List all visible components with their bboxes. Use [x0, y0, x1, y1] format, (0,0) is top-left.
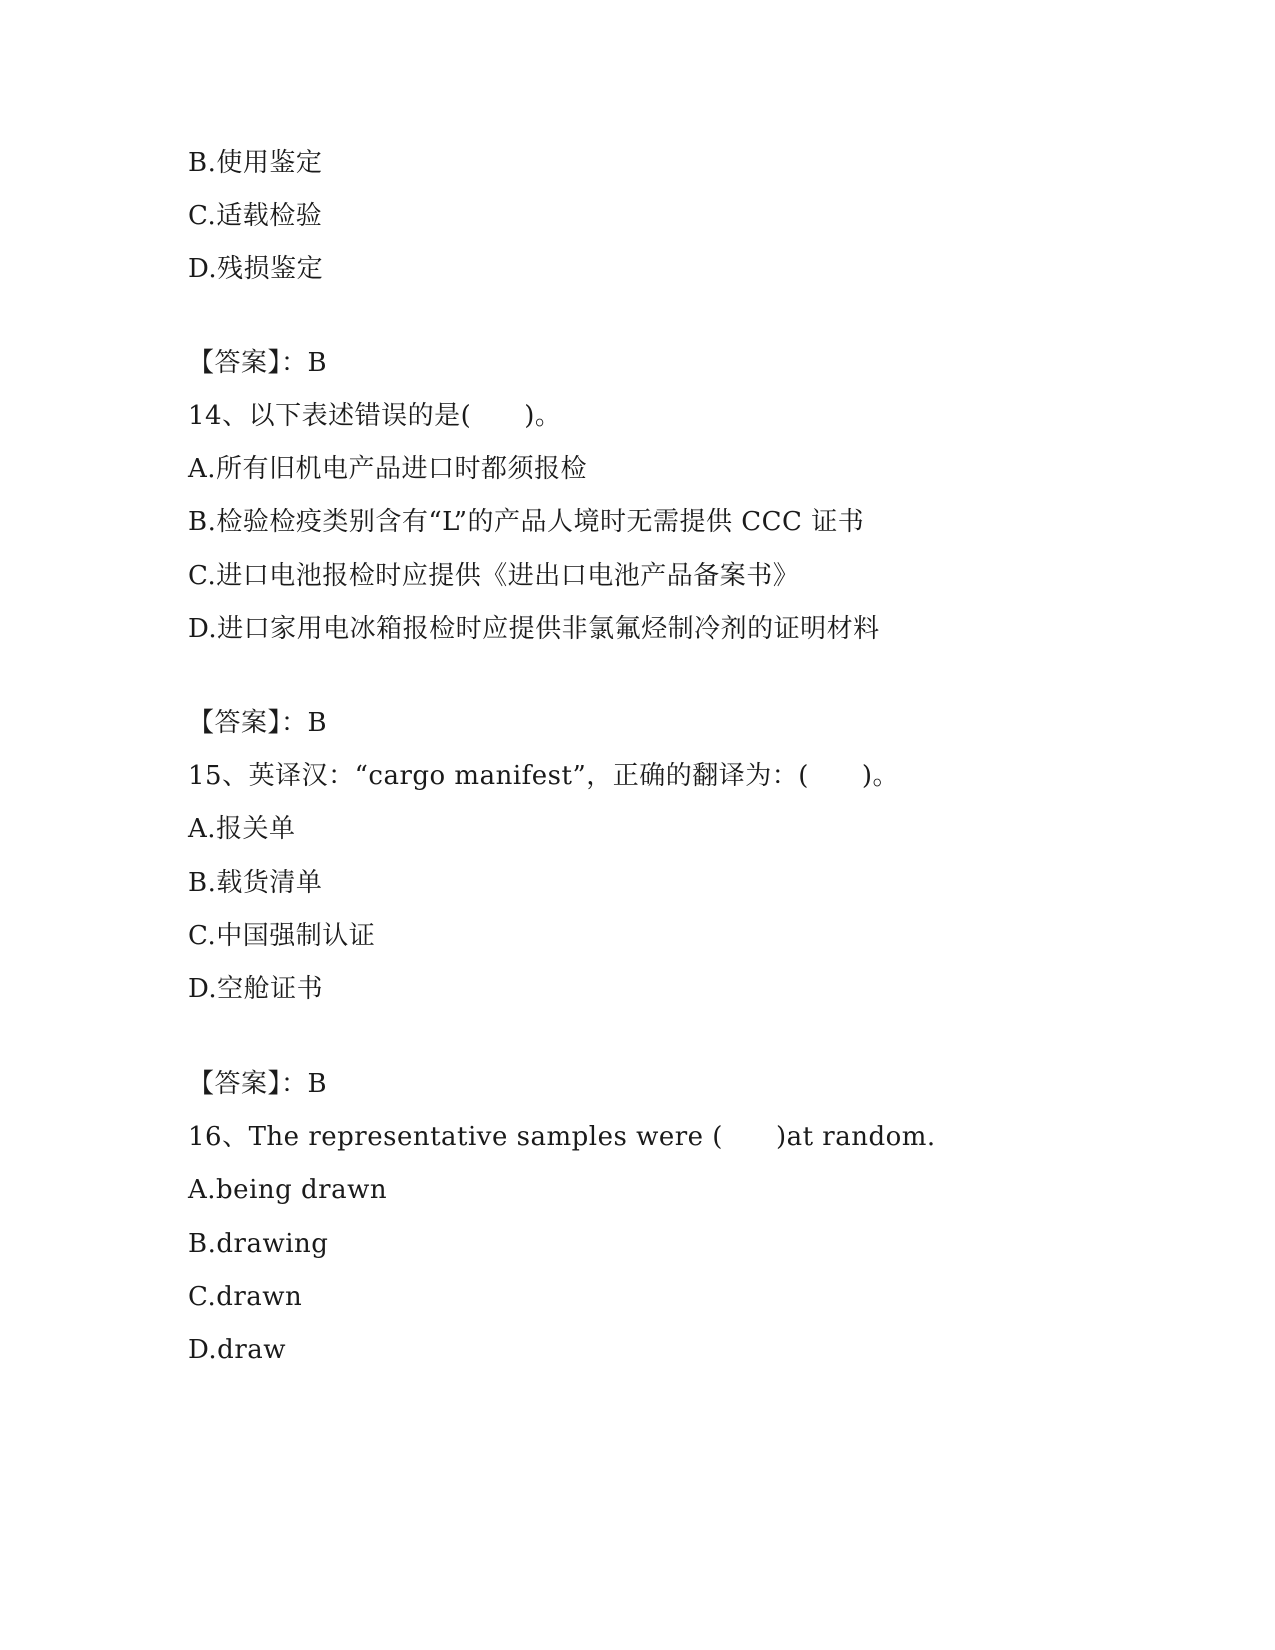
- q15-answer: 【答案】：B: [188, 1069, 328, 1099]
- q14-option-a: A.所有旧机电产品进口时都须报检: [188, 454, 588, 484]
- q14-option-c: C.进口电池报检时应提供《进出口电池产品备案书》: [188, 561, 800, 591]
- q15-option-a: A.报关单: [188, 814, 296, 844]
- q15-option-c: C.中国强制认证: [188, 921, 376, 951]
- q14-question: 14、以下表述错误的是( )。: [188, 401, 562, 431]
- q14-option-b: B.检验检疫类别含有“L”的产品人境时无需提供 CCC 证书: [188, 507, 865, 537]
- q13-option-d: D.残损鉴定: [188, 254, 324, 284]
- q16-option-d: D.draw: [188, 1335, 287, 1365]
- q15-option-d: D.空舱证书: [188, 974, 324, 1004]
- q16-question: 16、The representative samples were ( )at random.: [188, 1122, 936, 1152]
- q15-option-b: B.载货清单: [188, 868, 323, 898]
- q16-option-a: A.being drawn: [188, 1175, 388, 1205]
- q13-answer: 【答案】：B: [188, 348, 328, 378]
- q13-option-c: C.适载检验: [188, 201, 323, 231]
- q15-question: 15、英译汉：“cargo manifest”，正确的翻译为：( )。: [188, 761, 900, 791]
- q14-option-d: D.进口家用电冰箱报检时应提供非氯氟烃制冷剂的证明材料: [188, 614, 880, 644]
- q14-answer: 【答案】：B: [188, 708, 328, 738]
- q16-option-c: C.drawn: [188, 1282, 303, 1312]
- q16-option-b: B.drawing: [188, 1229, 329, 1259]
- q13-option-b: B.使用鉴定: [188, 148, 323, 178]
